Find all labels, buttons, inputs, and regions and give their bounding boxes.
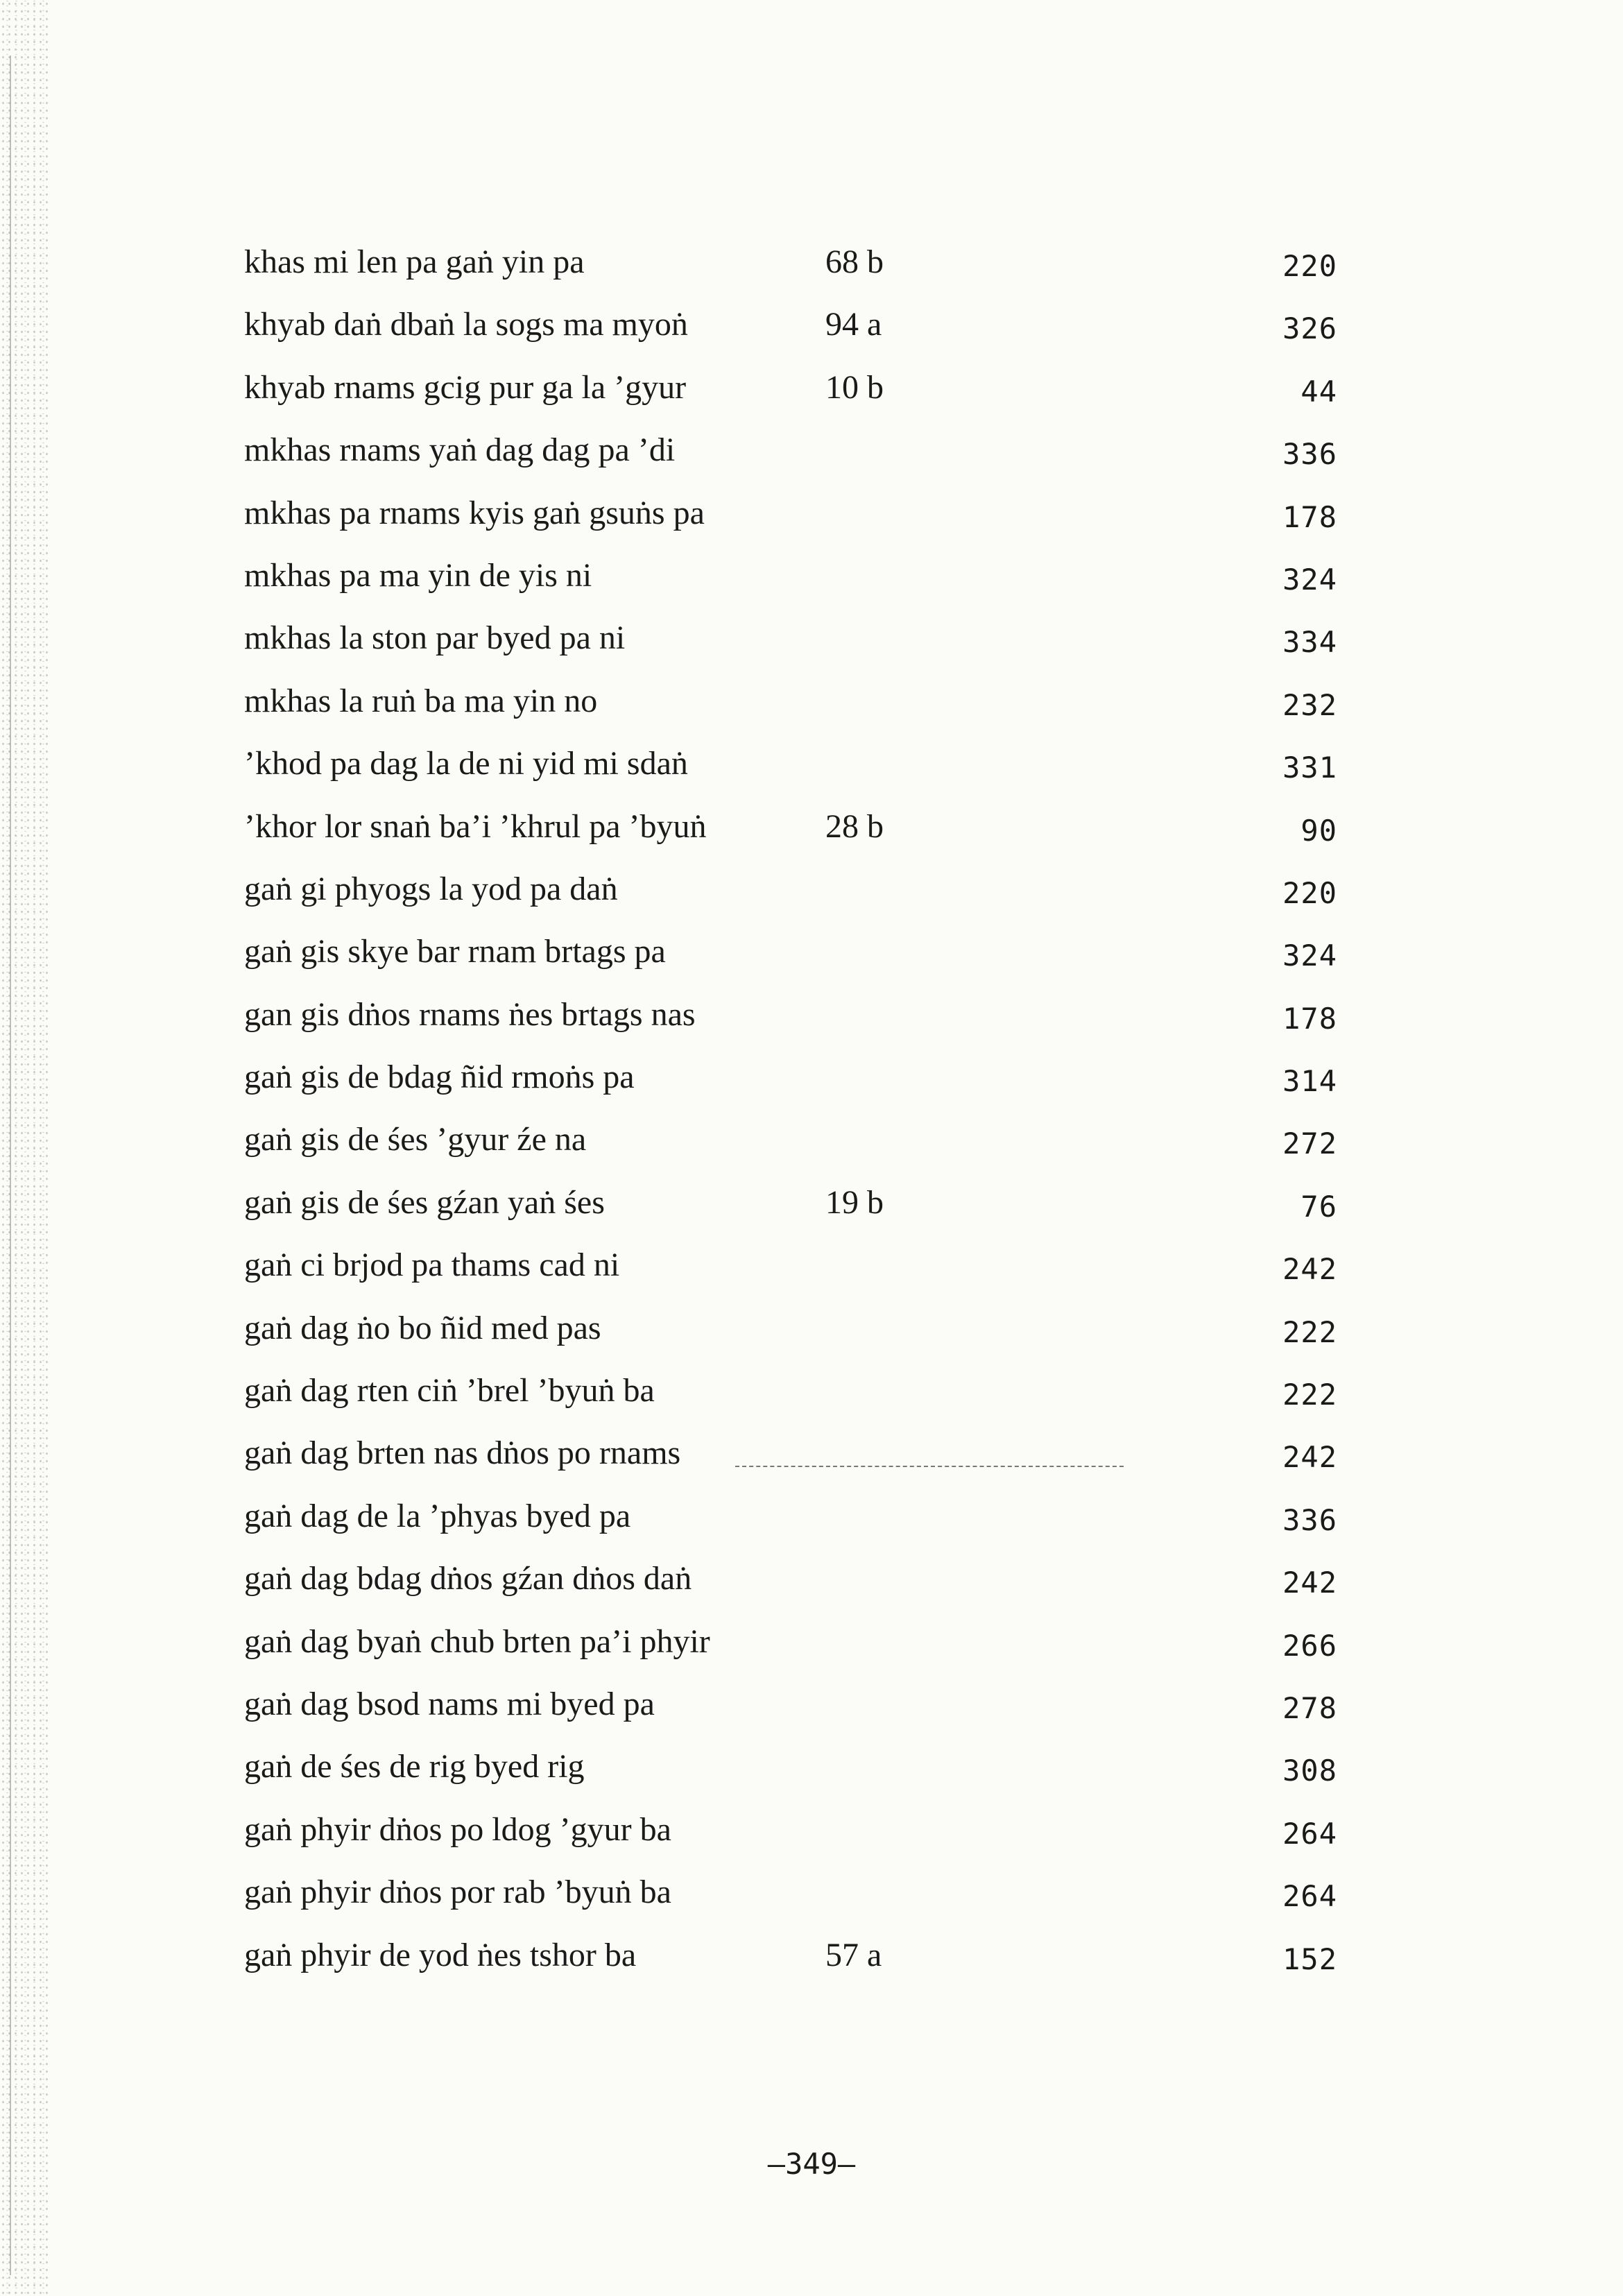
entry-term: gaṅ dag bsod nams mi byed pa <box>244 1685 655 1722</box>
entry-term: gaṅ gis de bdag ñid rmoṅs pa <box>244 1059 635 1096</box>
entry-page: 178 <box>1282 499 1337 534</box>
entry-page: 152 <box>1282 1942 1337 1976</box>
entry-term: gaṅ de śes de rig byed rig <box>244 1748 585 1785</box>
index-entry <box>0 1308 1623 1370</box>
entry-term: ’khod pa dag la de ni yid mi sdaṅ <box>244 745 688 782</box>
entry-term: gaṅ dag byaṅ chub brten pa’i phyir <box>244 1622 710 1660</box>
index-list <box>0 241 1623 1997</box>
entry-page: 334 <box>1282 625 1337 660</box>
entry-term: mkhas la ston par byed pa ni <box>244 619 626 657</box>
entry-term: gaṅ gis de śes gźan yaṅ śes <box>244 1183 605 1221</box>
entry-term: gaṅ dag ṅo bo ñid med pas <box>244 1309 601 1346</box>
index-entry <box>0 1746 1623 1808</box>
entry-page: 266 <box>1282 1628 1337 1663</box>
entry-page: 222 <box>1282 1378 1337 1412</box>
entry-page: 90 <box>1300 813 1337 848</box>
entry-page: 242 <box>1282 1252 1337 1287</box>
entry-page: 264 <box>1282 1879 1337 1914</box>
entry-term: gaṅ dag rten ciṅ ’brel ’byuṅ ba <box>244 1372 655 1410</box>
entry-page: 336 <box>1282 437 1337 472</box>
index-entry <box>0 868 1623 931</box>
entry-page: 242 <box>1282 1440 1337 1475</box>
entry-page: 264 <box>1282 1816 1337 1851</box>
entry-folio: 10 b <box>825 368 884 406</box>
entry-term: gaṅ dag de la ’phyas byed pa <box>244 1497 631 1534</box>
entry-term: mkhas rnams yaṅ dag dag pa ’di <box>244 431 676 469</box>
index-entry <box>0 806 1623 868</box>
entry-term: gan gis dṅos rnams ṅes brtags nas <box>244 995 696 1033</box>
entry-page: 44 <box>1300 374 1337 409</box>
entry-page: 242 <box>1282 1566 1337 1600</box>
entry-folio: 68 b <box>825 243 884 280</box>
entry-term: khyab rnams gcig pur ga la ’gyur <box>244 368 687 406</box>
index-entry <box>0 1182 1623 1244</box>
entry-folio: 19 b <box>825 1183 884 1221</box>
index-entry <box>0 1684 1623 1746</box>
index-entry <box>0 304 1623 366</box>
index-entry <box>0 1370 1623 1432</box>
entry-page: 76 <box>1300 1189 1337 1224</box>
entry-page: 326 <box>1282 311 1337 346</box>
entry-page: 308 <box>1282 1754 1337 1788</box>
entry-term: khyab daṅ dbaṅ la sogs ma myoṅ <box>244 306 688 343</box>
entry-page: 278 <box>1282 1690 1337 1725</box>
index-entry <box>0 555 1623 617</box>
entry-term: mkhas pa ma yin de yis ni <box>244 556 592 594</box>
index-entry <box>0 617 1623 680</box>
entry-term: gaṅ dag bdag dṅos gźan dṅos daṅ <box>244 1560 692 1597</box>
entry-page: 178 <box>1282 1001 1337 1036</box>
dotted-leader <box>735 1466 1124 1467</box>
entry-term: ’khor lor snaṅ ba’i ’khrul pa ’byuṅ <box>244 807 707 845</box>
index-entry <box>0 492 1623 555</box>
entry-term: gaṅ ci brjod pa thams cad ni <box>244 1246 620 1284</box>
index-entry <box>0 1809 1623 1871</box>
page-number: —349— <box>767 2147 856 2181</box>
entry-term: khas mi len pa gaṅ yin pa <box>244 243 585 280</box>
entry-term: gaṅ phyir de yod ṅes tshor ba <box>244 1936 637 1973</box>
entry-term: gaṅ phyir dṅos por rab ’byuṅ ba <box>244 1874 671 1911</box>
entry-page: 272 <box>1282 1126 1337 1161</box>
index-entry <box>0 241 1623 304</box>
entry-page: 220 <box>1282 249 1337 283</box>
entry-term: gaṅ gis de śes ’gyur źe na <box>244 1121 587 1158</box>
entry-page: 232 <box>1282 687 1337 722</box>
index-entry <box>0 994 1623 1056</box>
index-entry <box>0 1496 1623 1558</box>
index-entry <box>0 743 1623 805</box>
entry-folio: 28 b <box>825 807 884 845</box>
index-entry <box>0 1558 1623 1620</box>
index-entry <box>0 1056 1623 1119</box>
entry-page: 220 <box>1282 875 1337 910</box>
entry-page: 324 <box>1282 939 1337 973</box>
entry-term: mkhas pa rnams kyis gaṅ gsuṅs pa <box>244 494 705 531</box>
entry-page: 331 <box>1282 751 1337 785</box>
entry-page: 314 <box>1282 1064 1337 1099</box>
entry-term: mkhas la ruṅ ba ma yin no <box>244 682 598 719</box>
entry-term: gaṅ gi phyogs la yod pa daṅ <box>244 870 618 907</box>
index-entry <box>0 1935 1623 1997</box>
entry-page: 336 <box>1282 1502 1337 1537</box>
index-entry <box>0 1621 1623 1684</box>
entry-term: gaṅ phyir dṅos po ldog ’gyur ba <box>244 1810 671 1848</box>
entry-page: 222 <box>1282 1314 1337 1349</box>
entry-term: gaṅ dag brten nas dṅos po rnams <box>244 1434 681 1472</box>
index-entry <box>0 1432 1623 1495</box>
index-entry <box>0 1871 1623 1934</box>
index-entry <box>0 1244 1623 1307</box>
index-entry <box>0 367 1623 429</box>
entry-page: 324 <box>1282 562 1337 597</box>
index-entry <box>0 1119 1623 1181</box>
index-entry <box>0 931 1623 993</box>
entry-folio: 57 a <box>825 1936 882 1973</box>
index-entry <box>0 429 1623 492</box>
entry-term: gaṅ gis skye bar rnam brtags pa <box>244 933 666 970</box>
index-entry <box>0 680 1623 743</box>
entry-folio: 94 a <box>825 306 882 343</box>
